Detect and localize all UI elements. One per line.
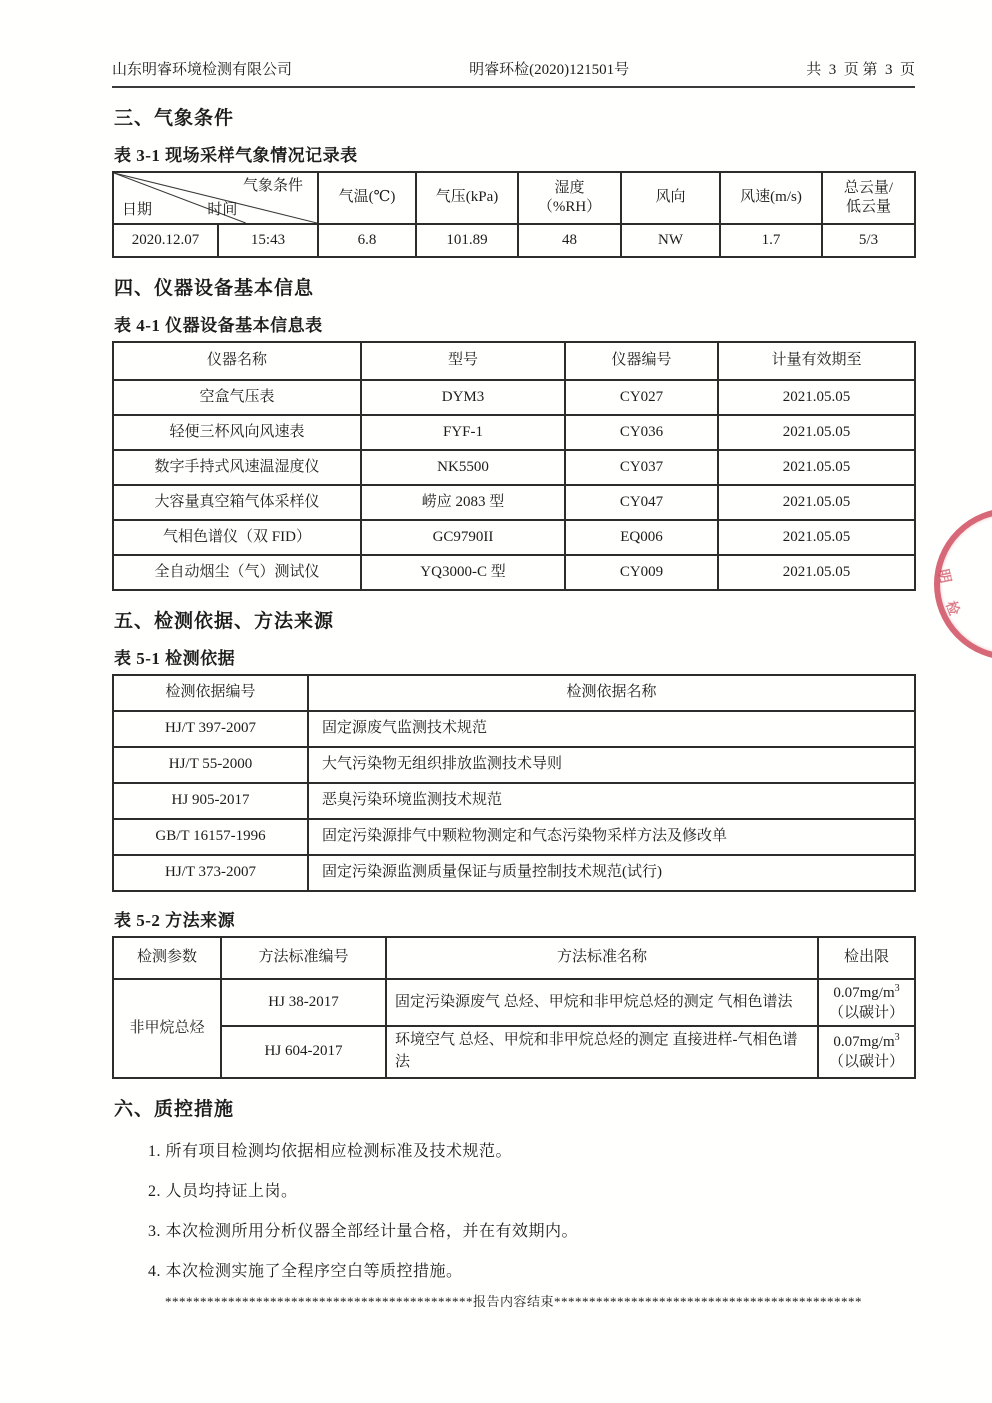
col-header-instrument-no: 仪器编号: [565, 342, 718, 380]
qc-item-4: 4. 本次检测实施了全程序空白等质控措施。: [148, 1262, 463, 1280]
valid-until: 2021.05.05: [718, 415, 915, 450]
instrument-name: 数字手持式风速温湿度仪: [113, 450, 361, 485]
instrument-name: 大容量真空箱气体采样仪: [113, 485, 361, 520]
corner-label-weather: 气象条件: [242, 178, 303, 194]
basis-header-row: [113, 675, 915, 711]
report-end-line: ********************************************报告内容结束********************************************: [164, 1293, 862, 1309]
col-header-temperature: [318, 172, 416, 224]
detection-limit: [818, 979, 915, 1026]
limit-value: 0.07mg/m: [833, 1034, 895, 1051]
company-name: 山东明睿环境检测有限公司: [112, 62, 293, 78]
instrument-name: 轻便三杯风向风速表: [113, 415, 361, 450]
basis-name: 大气污染物无组织排放监测技术导则: [308, 747, 915, 783]
table-row: [113, 380, 915, 415]
header-line: 气压(kPa): [435, 189, 499, 206]
basis-table: [112, 674, 916, 892]
method-name: 环境空气 总烃、甲烷和非甲烷总烃的测定 直接进样-气相色谱法: [386, 1026, 818, 1078]
table-row: [113, 555, 915, 590]
parameter-cell: 非甲烷总烃: [113, 979, 221, 1078]
basis-code: HJ/T 55-2000: [113, 747, 308, 783]
col-header-wind-speed: [720, 172, 822, 224]
weather-table: [112, 171, 916, 258]
corner-label-date: 日期: [122, 201, 153, 218]
table-row: [113, 1026, 915, 1078]
table-row: [113, 855, 915, 891]
report-number: 明睿环检(2020)121501号: [469, 62, 630, 78]
section-5-heading: 五、检测依据、方法来源: [114, 611, 335, 632]
col-header-instrument-name: 仪器名称: [113, 342, 361, 380]
table-row: [113, 711, 915, 747]
method-header-row: [113, 937, 915, 979]
detection-limit: [818, 1026, 915, 1078]
col-header-valid-until: 计量有效期至: [718, 342, 915, 380]
instrument-model: NK5500: [361, 450, 565, 485]
valid-until: 2021.05.05: [718, 520, 915, 555]
limit-superscript: 3: [894, 983, 900, 994]
table-row: [113, 783, 915, 819]
table-4-1-title: 表 4-1 仪器设备基本信息表: [114, 316, 323, 335]
header-line: （%RH）: [537, 199, 602, 215]
limit-superscript: 3: [894, 1032, 900, 1044]
section-3-heading: 三、气象条件: [114, 108, 235, 129]
red-seal-character: 明: [934, 567, 953, 585]
instrument-model: DYM3: [361, 380, 565, 415]
method-table: [112, 936, 916, 1079]
col-header-wind-direction: [621, 172, 720, 224]
limit-note: （以碳计）: [828, 1053, 904, 1070]
basis-name: 恶臭污染环境监测技术规范: [308, 783, 915, 819]
valid-until: 2021.05.05: [718, 555, 915, 590]
header-line: 总云量/: [843, 179, 894, 196]
instruments-header-row: [113, 342, 915, 380]
table-row: [113, 520, 915, 555]
wind-direction-cell: NW: [621, 224, 720, 257]
pressure-cell: 101.89: [416, 224, 518, 257]
col-header-humidity: [518, 172, 621, 224]
basis-code: HJ/T 373-2007: [113, 855, 308, 891]
table-row: [113, 747, 915, 783]
col-header-pressure: [416, 172, 518, 224]
limit-note: （以碳计）: [828, 1004, 904, 1021]
col-header-basis-code: 检测依据编号: [113, 675, 308, 711]
instrument-no: EQ006: [565, 520, 718, 555]
header-line: 湿度: [554, 179, 585, 196]
wind-speed-cell: 1.7: [720, 224, 822, 257]
header-line: 风速(m/s): [740, 189, 802, 206]
method-code: HJ 604-2017: [221, 1026, 386, 1078]
header-line: 低云量: [845, 199, 891, 215]
temperature-cell: 6.8: [318, 224, 416, 257]
col-header-basis-name: 检测依据名称: [308, 675, 915, 711]
instrument-no: CY009: [565, 555, 718, 590]
table-row: [113, 819, 915, 855]
basis-name: 固定污染源排气中颗粒物测定和气态污染物采样方法及修改单: [308, 819, 915, 855]
valid-until: 2021.05.05: [718, 450, 915, 485]
table-5-1-title: 表 5-1 检测依据: [114, 649, 236, 668]
instrument-name: 气相色谱仪（双 FID）: [113, 520, 361, 555]
col-header-cloud-cover: [822, 172, 915, 224]
humidity-cell: 48: [518, 224, 621, 257]
basis-name: 固定源废气监测技术规范: [308, 711, 915, 747]
table-5-2-title: 表 5-2 方法来源: [114, 911, 236, 930]
cloud-cover-cell: 5/3: [822, 224, 915, 257]
table-row: [113, 485, 915, 520]
basis-code: HJ/T 397-2007: [113, 711, 308, 747]
table-3-1-title: 表 3-1 现场采样气象情况记录表: [114, 146, 358, 165]
instrument-model: GC9790II: [361, 520, 565, 555]
method-name: 固定污染源废气 总烃、甲烷和非甲烷总烃的测定 气相色谱法: [386, 979, 818, 1026]
col-header-detection-limit: 检出限: [818, 937, 915, 979]
qc-item-3: 3. 本次检测所用分析仪器全部经计量合格，并在有效期内。: [148, 1222, 579, 1240]
limit-value: 0.07mg/m: [833, 985, 895, 1001]
instrument-name: 空盒气压表: [113, 380, 361, 415]
corner-label-time: 时间: [207, 201, 238, 218]
weather-data-row: [113, 224, 915, 257]
instrument-name: 全自动烟尘（气）测试仪: [113, 555, 361, 590]
valid-until: 2021.05.05: [718, 485, 915, 520]
red-seal-character: 检: [942, 599, 962, 618]
col-header-parameter: 检测参数: [113, 937, 221, 979]
method-code: HJ 38-2017: [221, 979, 386, 1026]
basis-code: GB/T 16157-1996: [113, 819, 308, 855]
col-header-method-code: 方法标准编号: [221, 937, 386, 979]
instruments-table: [112, 341, 916, 591]
valid-until: 2021.05.05: [718, 380, 915, 415]
weather-header-row: [113, 172, 915, 224]
instrument-no: CY037: [565, 450, 718, 485]
col-header-model: 型号: [361, 342, 565, 380]
instrument-model: FYF-1: [361, 415, 565, 450]
section-4-heading: 四、仪器设备基本信息: [114, 278, 315, 299]
instrument-no: CY047: [565, 485, 718, 520]
instrument-no: CY027: [565, 380, 718, 415]
table-row: [113, 415, 915, 450]
instrument-no: CY036: [565, 415, 718, 450]
header-line: 风向: [655, 189, 686, 206]
table-row: [113, 979, 915, 1026]
date-cell: 2020.12.07: [113, 224, 218, 257]
qc-item-2: 2. 人员均持证上岗。: [148, 1182, 298, 1200]
qc-item-1: 1. 所有项目检测均依据相应检测标准及技术规范。: [148, 1142, 513, 1160]
table-row: [113, 450, 915, 485]
page-count: 共 3 页 第 3 页: [806, 62, 915, 78]
header-line: 气温(℃): [338, 189, 396, 206]
instrument-model: YQ3000-C 型: [361, 555, 565, 590]
diagonal-corner-cell: [113, 172, 318, 224]
basis-code: HJ 905-2017: [113, 783, 308, 819]
document-header: [112, 58, 915, 88]
basis-name: 固定污染源监测质量保证与质量控制技术规范(试行): [308, 855, 915, 891]
col-header-method-name: 方法标准名称: [386, 937, 818, 979]
section-6-heading: 六、质控措施: [114, 1098, 235, 1120]
time-cell: 15:43: [218, 224, 318, 257]
instrument-model: 崂应 2083 型: [361, 485, 565, 520]
